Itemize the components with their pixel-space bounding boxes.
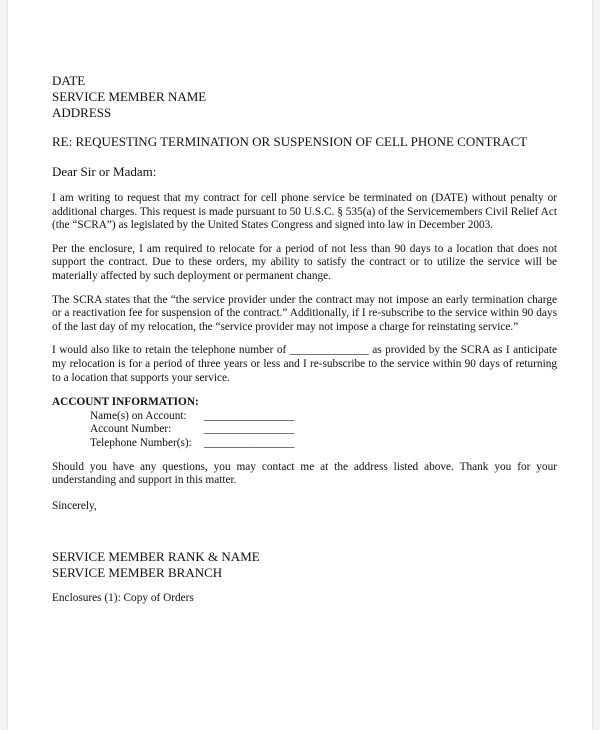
salutation: Dear Sir or Madam:: [52, 164, 157, 179]
paragraph-request: I am writing to request that my contract for cell phone service be terminated on (DATE) without penalty or additional charges. This request is made pursuant to 50 U.S.C. § 535(a) of the Servicemembers Civil Relief Act (the “SCRA”) as legislated by the United States Congress and signed into law in December 2003.: [52, 192, 557, 232]
paragraph-scra: The SCRA states that the “the service provider under the contract may not impose an early termination charge or a reactivation fee for suspension of the contract.” Additionally, if I re-subscribe to the service within 90 days of the last day of my relocation, the “service provider may not impose a charge for reinstating service.”: [52, 293, 557, 333]
sender-address: ADDRESS: [52, 105, 112, 120]
account-row-value: ________________: [204, 436, 295, 449]
signature-rank-name: SERVICE MEMBER RANK & NAME: [52, 549, 260, 565]
paragraph-closing: Should you have any questions, you may contact me at the address listed above. Thank you for your understanding and support in this matter.: [52, 460, 557, 487]
signature-branch: SERVICE MEMBER BRANCH: [52, 565, 223, 581]
date-line: DATE: [52, 73, 86, 88]
account-row: [52, 410, 557, 424]
account-row: [52, 437, 557, 451]
sign-off: Sincerely,: [52, 499, 97, 512]
account-row-label: Account Number:: [90, 423, 172, 436]
letter-body: [52, 73, 557, 606]
sender-name: SERVICE MEMBER NAME: [52, 89, 207, 104]
account-row: [52, 423, 557, 437]
account-row-label: Name(s) on Account:: [90, 409, 187, 422]
account-info-heading: ACCOUNT INFORMATION:: [52, 396, 199, 409]
account-row-label: Telephone Number(s):: [90, 436, 192, 449]
enclosures-line: Enclosures (1): Copy of Orders: [52, 592, 194, 605]
document-page: [8, 0, 592, 730]
subject-line: RE: REQUESTING TERMINATION OR SUSPENSION OF CELL PHONE CONTRACT: [52, 134, 528, 149]
account-row-value: ________________: [204, 423, 295, 436]
account-row-value: ________________: [204, 409, 295, 422]
paragraph-retain-number: I would also like to retain the telephone number of ______________ as provided by the SCRA as I anticipate my relocation is for a period of three years or less and I re-subscribe to the service within 90 days of returning to a location that supports your service.: [52, 344, 557, 384]
paragraph-relocation: Per the enclosure, I am required to relocate for a period of not less than 90 days to a location that does not support the contract. Due to these orders, my ability to satisfy the contract or to utilize the service will be materially affected by such deployment or permanent change.: [52, 242, 557, 282]
